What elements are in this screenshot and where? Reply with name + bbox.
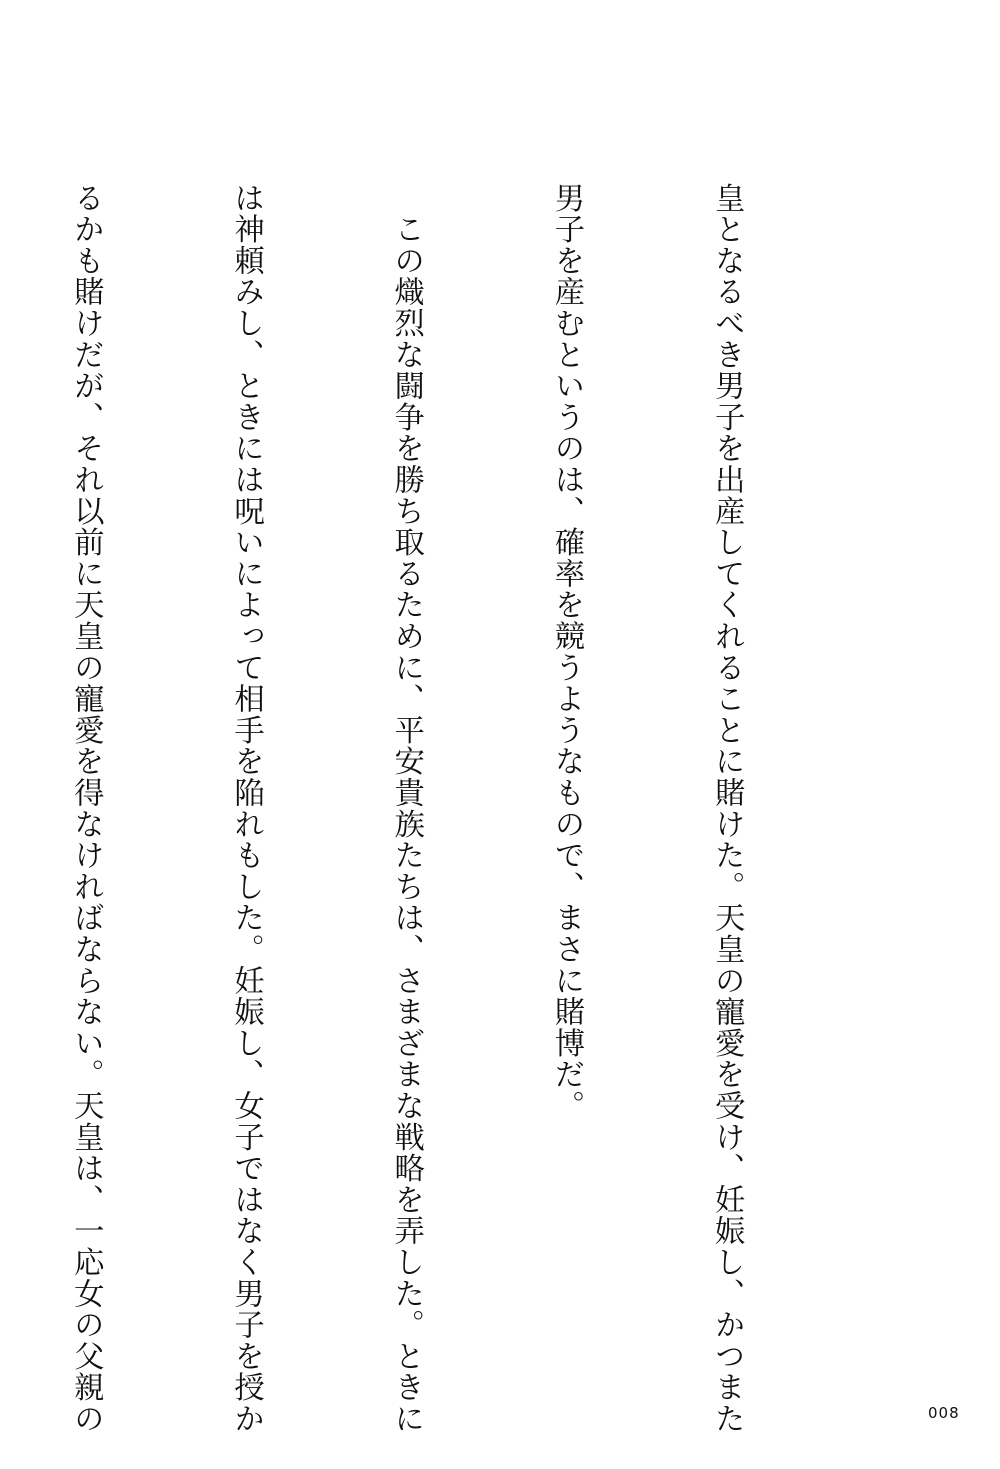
text-line-2: 男子を産むというのは、確率を競うようなもので、まさに賭博だ。 [548, 182, 584, 1121]
text-line-1: 皇となるべき男子を出産してくれることに賭けた。天皇の寵愛を受け、妊娠し、かつまた [709, 182, 745, 1434]
page-number: 008 [928, 1404, 960, 1422]
text-line-3: この熾烈な闘争を勝ち取るために、平安貴族たちは、さまざまな戦略を弄した。ときに [388, 182, 424, 1434]
text-line-5: るかも賭けだが、それ以前に天皇の寵愛を得なければならない。天皇は、一応女の父親の [68, 182, 104, 1434]
vertical-body-text [0, 182, 860, 1434]
text-line-4: は神頼みし、ときには呪いによって相手を陥れもした。妊娠し、女子ではなく男子を授か [228, 182, 264, 1434]
